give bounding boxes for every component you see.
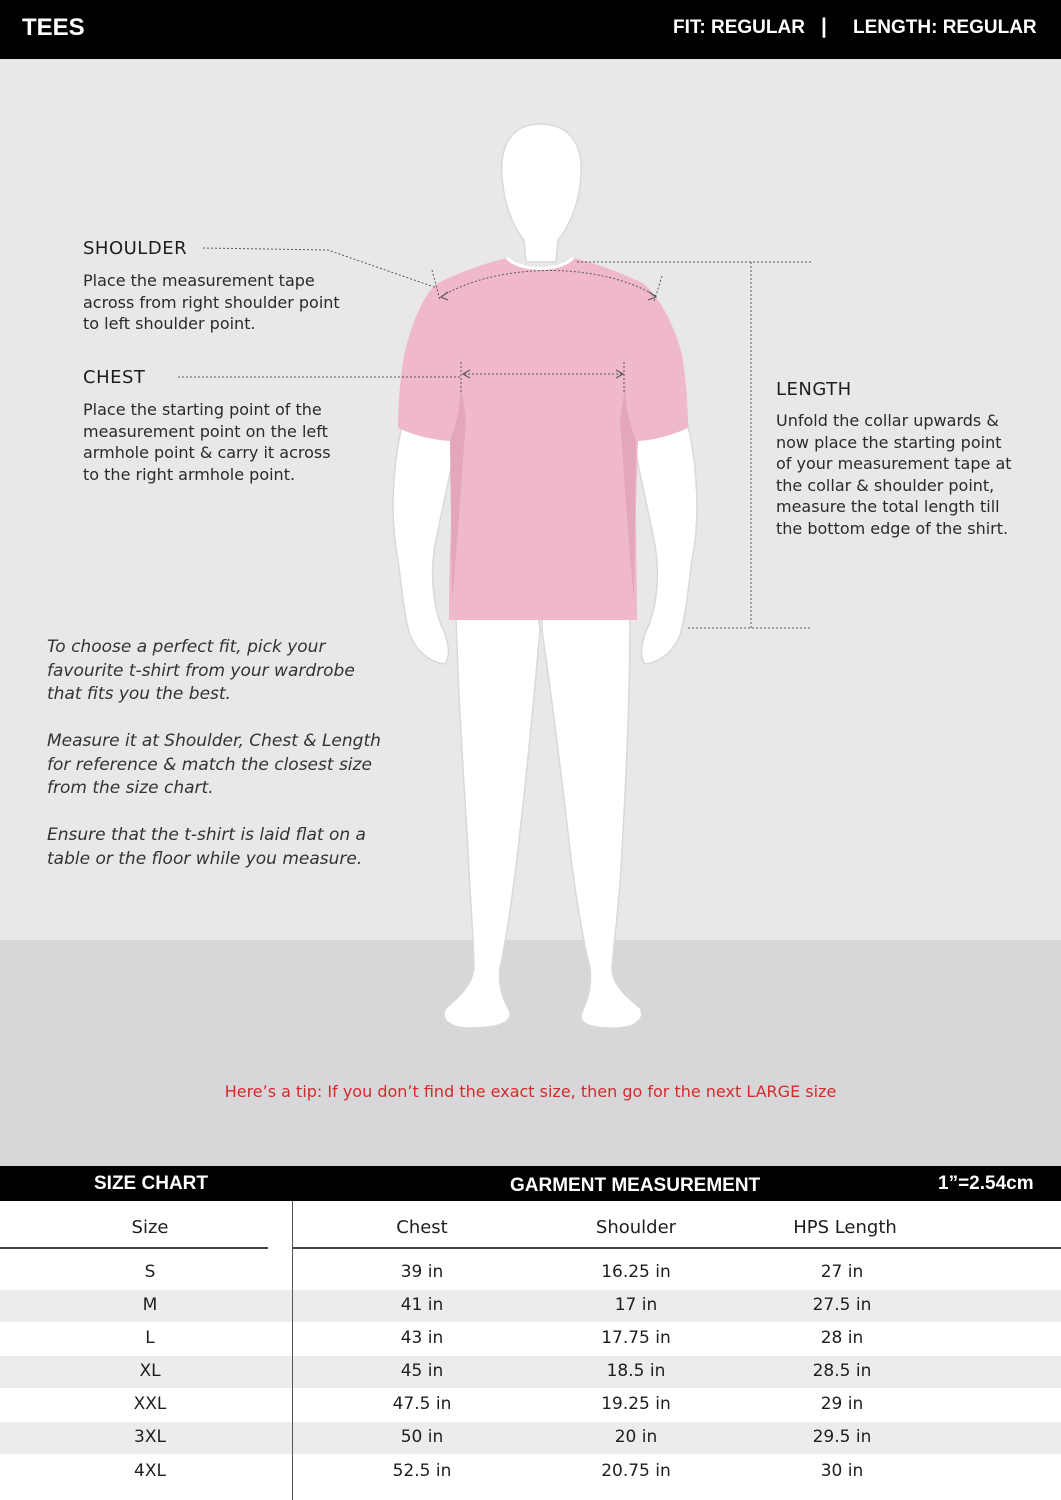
length-line: the bottom edge of the shirt. xyxy=(776,518,1009,538)
length-line: measure the total length till xyxy=(776,497,1000,516)
chest-cell: 43 in xyxy=(400,1328,444,1348)
guide-paragraph-3 xyxy=(47,824,407,871)
size-cell: L xyxy=(145,1328,155,1348)
length-label: LENGTH: REGULAR xyxy=(853,17,1037,38)
column-header-hps-length: HPS Length xyxy=(793,1217,897,1238)
page-title: TEES xyxy=(22,14,85,41)
guide-line: favourite t-shirt from your wardrobe xyxy=(47,660,355,681)
length-cell: 28.5 in xyxy=(812,1361,872,1381)
shoulder-cell: 17 in xyxy=(614,1295,658,1315)
tshirt-shape xyxy=(398,258,688,620)
guide-line: table or the floor while you measure. xyxy=(47,848,363,869)
chest-line: to the right armhole point. xyxy=(83,464,296,484)
guide-paragraph-2 xyxy=(47,730,407,801)
shoulder-cell: 18.5 in xyxy=(606,1361,666,1381)
chest-description xyxy=(83,399,331,485)
shoulder-heading: SHOULDER xyxy=(83,238,188,259)
table-row xyxy=(0,1323,1061,1355)
size-cell: 3XL xyxy=(134,1427,166,1447)
length-line: of your measurement tape at xyxy=(776,454,1012,473)
table-row xyxy=(0,1422,1061,1454)
guide-line: from the size chart. xyxy=(47,778,214,798)
table-row xyxy=(0,1456,1061,1488)
shoulder-cell: 19.25 in xyxy=(601,1394,671,1414)
size-cell: XL xyxy=(139,1361,161,1381)
size-cell: M xyxy=(142,1295,158,1315)
table-row xyxy=(0,1290,1061,1322)
size-chart-header xyxy=(0,1166,1061,1201)
size-cell: S xyxy=(144,1262,156,1282)
chest-cell: 52.5 in xyxy=(392,1461,452,1481)
guide-line: for reference & match the closest size xyxy=(47,754,372,775)
column-header-chest: Chest xyxy=(396,1217,448,1238)
size-cell: 4XL xyxy=(134,1461,166,1481)
guide-line: that fits you the best. xyxy=(47,684,231,704)
shoulder-line: Place the measurement tape xyxy=(83,271,315,290)
size-chart-label: SIZE CHART xyxy=(94,1173,208,1194)
garment-measurement-label: GARMENT MEASUREMENT xyxy=(510,1175,761,1196)
chest-cell: 47.5 in xyxy=(392,1394,452,1414)
shoulder-cell: 20.75 in xyxy=(601,1461,671,1481)
guide-line: Ensure that the t-shirt is laid flat on a xyxy=(47,825,366,845)
size-cell: XXL xyxy=(133,1394,167,1414)
shoulder-description xyxy=(83,270,340,335)
column-header-shoulder: Shoulder xyxy=(595,1217,677,1238)
length-cell: 29 in xyxy=(820,1394,864,1414)
chest-cell: 39 in xyxy=(400,1262,444,1282)
shoulder-cell: 16.25 in xyxy=(601,1262,671,1282)
chest-cell: 50 in xyxy=(400,1427,444,1447)
fit-label: FIT: REGULAR xyxy=(673,17,805,38)
header-divider-right xyxy=(292,1247,1061,1249)
size-tip: Here’s a tip: If you don’t find the exact size, then go for the next LARGE size xyxy=(224,1082,837,1101)
table-row xyxy=(0,1257,1061,1289)
table-column-divider xyxy=(292,1201,293,1500)
chest-cell: 45 in xyxy=(400,1361,444,1381)
length-cell: 29.5 in xyxy=(812,1427,872,1447)
length-cell: 30 in xyxy=(820,1461,864,1481)
guide-line: Measure it at Shoulder, Chest & Length xyxy=(47,731,381,751)
length-heading: LENGTH xyxy=(776,379,852,400)
shoulder-line: across from right shoulder point xyxy=(83,292,340,312)
column-header-size: Size xyxy=(131,1217,169,1238)
length-line: now place the starting point xyxy=(776,432,1002,452)
length-description xyxy=(776,410,1012,539)
table-row xyxy=(0,1356,1061,1388)
shoulder-line: to left shoulder point. xyxy=(83,314,256,333)
chest-line: Place the starting point of the xyxy=(83,400,322,419)
chest-cell: 41 in xyxy=(400,1295,444,1315)
chest-heading: CHEST xyxy=(83,367,146,388)
length-cell: 28 in xyxy=(820,1328,864,1348)
conversion-label: 1”=2.54cm xyxy=(938,1173,1034,1194)
chest-line: measurement point on the left xyxy=(83,421,328,441)
header-divider-left xyxy=(0,1247,268,1249)
shoulder-cell: 17.75 in xyxy=(601,1328,671,1348)
chest-line: armhole point & carry it across xyxy=(83,443,331,462)
table-row xyxy=(0,1389,1061,1421)
length-line: the collar & shoulder point, xyxy=(776,475,995,495)
length-cell: 27.5 in xyxy=(812,1295,872,1315)
header-separator: | xyxy=(821,15,827,38)
guide-paragraph-1 xyxy=(47,636,407,707)
guide-line: To choose a perfect fit, pick your xyxy=(47,637,326,657)
shoulder-cell: 20 in xyxy=(614,1427,658,1447)
length-cell: 27 in xyxy=(820,1262,864,1282)
length-line: Unfold the collar upwards & xyxy=(776,411,999,430)
